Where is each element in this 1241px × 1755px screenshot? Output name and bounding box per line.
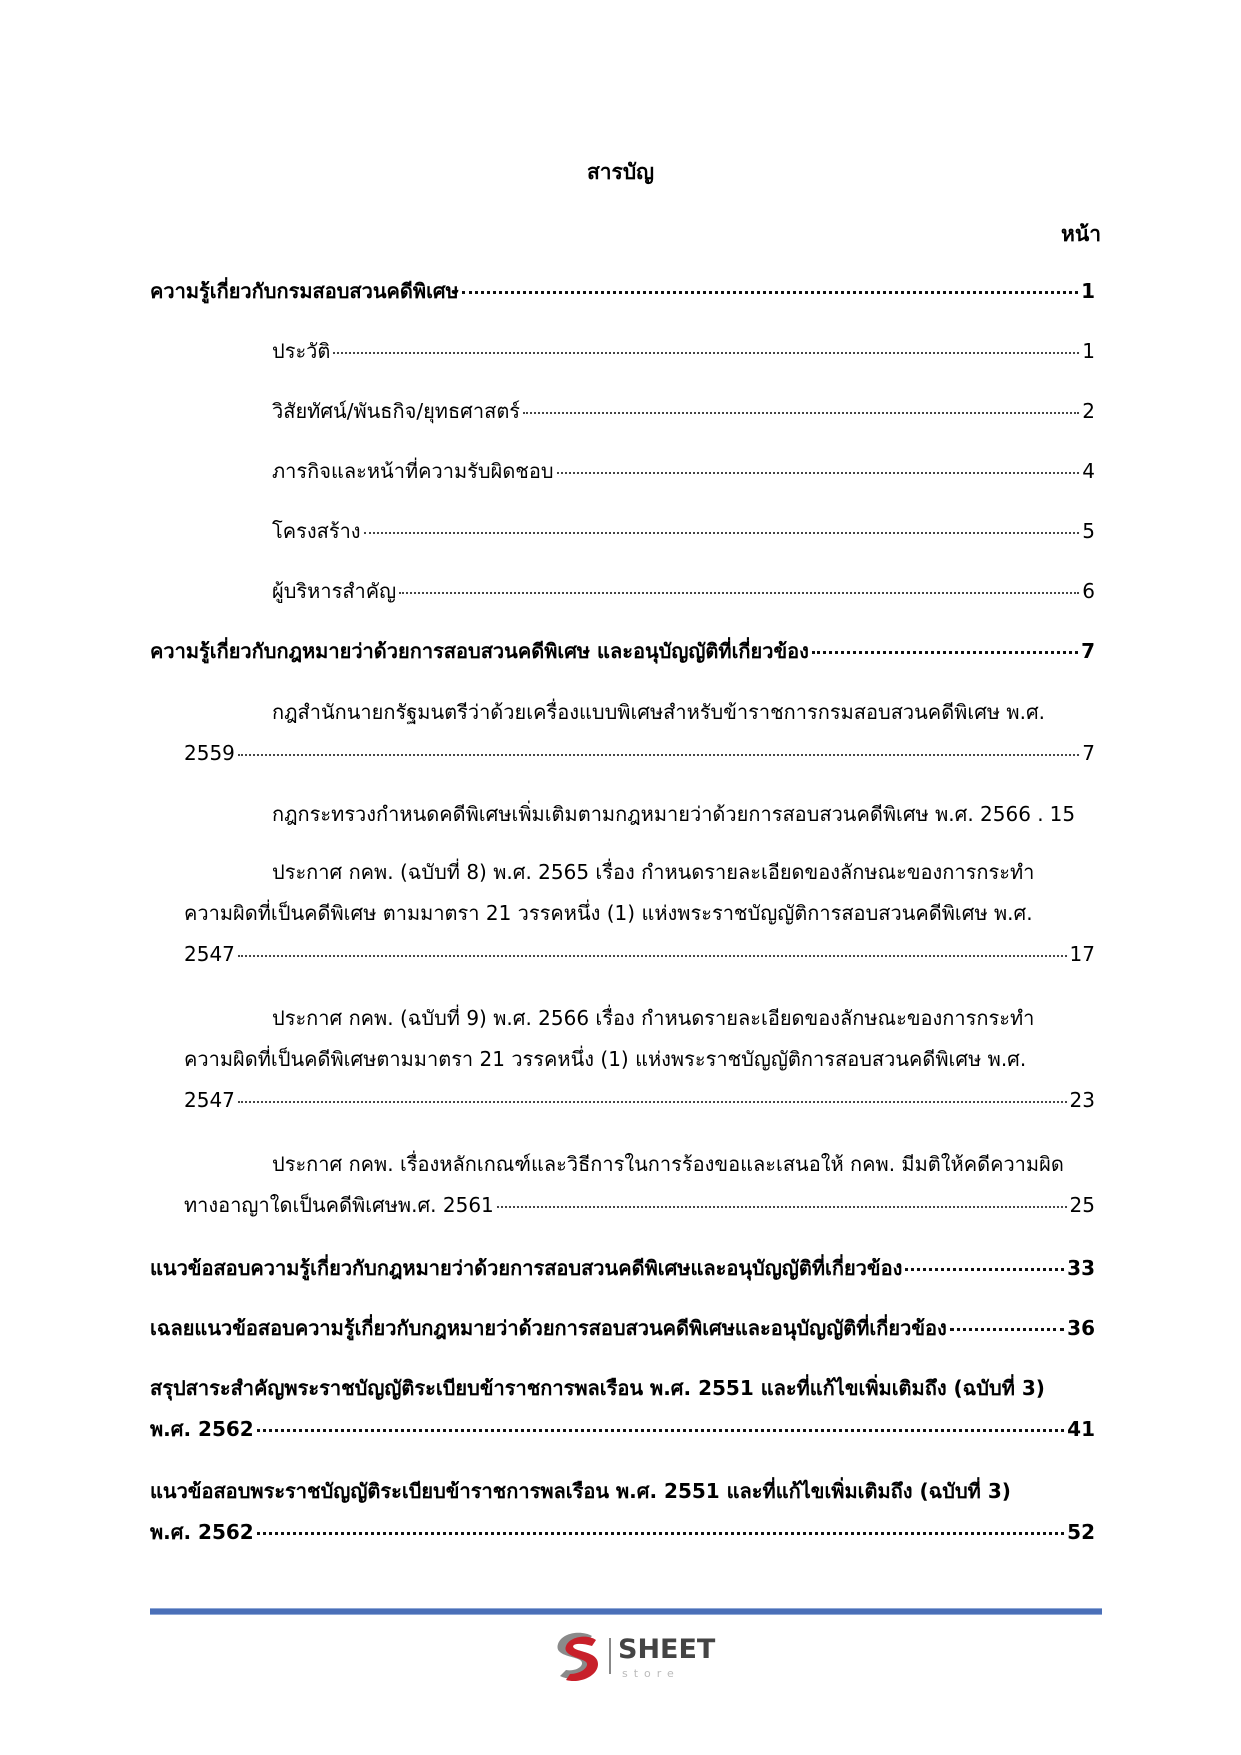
toc-entry-text: พ.ศ. 2562: [150, 1417, 254, 1441]
toc-page-number: 17: [1069, 942, 1095, 966]
toc-section-1: [150, 276, 1095, 306]
footer-rule: [150, 1608, 1102, 1615]
dot-leader: [399, 592, 1079, 594]
toc-section-3: [150, 1253, 1095, 1283]
toc-page-number: 1: [1082, 339, 1095, 363]
toc-subentry: [150, 516, 1095, 546]
toc-section-4: [150, 1313, 1095, 1343]
toc-page-number: 23: [1069, 1088, 1095, 1112]
toc-entry-text: แนวข้อสอบพระราชบัญญัติระเบียบข้าราชการพลเรือน พ.ศ. 2551 และที่แก้ไขเพิ่มเติมถึง (ฉบับที่ 3): [150, 1479, 1011, 1503]
toc-subentry: [150, 576, 1095, 606]
toc-subentry: [150, 697, 1095, 768]
dot-leader: [950, 1328, 1064, 1331]
toc-entry-text: ความรู้เกี่ยวกับกรมสอบสวนคดีพิเศษ: [150, 279, 459, 303]
toc-entry-text: ประวัติ: [272, 339, 331, 363]
toc-page-number: 5: [1082, 519, 1095, 543]
toc-entry-text: โครงสร้าง: [272, 519, 361, 543]
toc-entry-text: วิสัยทัศน์/พันธกิจ/ยุทธศาสตร์: [272, 399, 521, 423]
dot-leader: [238, 955, 1067, 957]
toc-entry-text: กฎสำนักนายกรัฐมนตรีว่าด้วยเครื่องแบบพิเศษสำหรับข้าราชการกรมสอบสวนคดีพิเศษ พ.ศ.: [272, 700, 1046, 724]
toc-page-number: 15: [1049, 802, 1076, 826]
toc-entry-text: ทางอาญาใดเป็นคดีพิเศษพ.ศ. 2561: [184, 1193, 494, 1217]
logo-wordmark: SHEET: [618, 1634, 716, 1665]
toc-entry-text: ผู้บริหารสำคัญ: [272, 579, 397, 603]
toc-entry-text: เฉลยแนวข้อสอบความรู้เกี่ยวกับกฎหมายว่าด้วยการสอบสวนคดีพิเศษและอนุบัญญัติที่เกี่ยวข้อง: [150, 1316, 947, 1340]
toc-page-number: 25: [1069, 1193, 1095, 1217]
toc-page-number: 33: [1067, 1256, 1095, 1280]
logo-subtext: store: [622, 1667, 680, 1680]
toc-section-5: [150, 1373, 1095, 1444]
toc-section-6: [150, 1476, 1095, 1547]
dot-leader: [238, 754, 1079, 756]
sheet-store-logo: [552, 1630, 722, 1682]
dot-leader: [364, 532, 1080, 534]
toc-subentry: [150, 1149, 1095, 1220]
toc-subentry: [150, 1003, 1095, 1115]
toc-subentry: [150, 336, 1095, 366]
footer-rule-bar: [150, 1609, 1102, 1614]
dot-leader: [257, 1429, 1064, 1432]
toc-entry-text: ประกาศ กคพ. เรื่องหลักเกณฑ์และวิธีการในการร้องขอและเสนอให้ กคพ. มีมติให้คดีความผิด: [272, 1152, 1064, 1176]
dot-leader: [333, 352, 1079, 354]
page-column-heading: หน้า: [1061, 222, 1101, 246]
toc-page-number: 52: [1067, 1520, 1095, 1544]
toc-page-number: 7: [1082, 741, 1095, 765]
toc-page-number: 6: [1082, 579, 1095, 603]
sheet-store-logo-icon: [552, 1630, 600, 1682]
toc-entry-text: สรุปสาระสำคัญพระราชบัญญัติระเบียบข้าราชการพลเรือน พ.ศ. 2551 และที่แก้ไขเพิ่มเติมถึง (ฉบับที่ 3): [150, 1376, 1045, 1400]
toc-subentry: [150, 396, 1095, 426]
toc-subentry: [150, 456, 1095, 486]
table-of-contents: [150, 0, 1095, 1600]
dot-leader: [557, 472, 1080, 474]
dot-leader: [462, 291, 1078, 294]
toc-entry-text: 2559: [184, 741, 235, 765]
toc-page-number: 7: [1081, 639, 1095, 663]
toc-entry-text: ความผิดที่เป็นคดีพิเศษ ตามมาตรา 21 วรรคหนึ่ง (1) แห่งพระราชบัญญัติการสอบสวนคดีพิเศษ พ.ศ.: [184, 901, 1033, 925]
toc-subentry: [150, 799, 1095, 829]
toc-entry-text: ประกาศ กคพ. (ฉบับที่ 9) พ.ศ. 2566 เรื่อง กำหนดรายละเอียดของลักษณะของการกระทำ: [272, 1006, 1035, 1030]
dot-leader: [497, 1206, 1067, 1208]
toc-page-number: 36: [1067, 1316, 1095, 1340]
toc-section-2: [150, 636, 1095, 666]
toc-page-number: 2: [1082, 399, 1095, 423]
toc-page-number: 4: [1082, 459, 1095, 483]
toc-entry-text: ประกาศ กคพ. (ฉบับที่ 8) พ.ศ. 2565 เรื่อง กำหนดรายละเอียดของลักษณะของการกระทำ: [272, 860, 1035, 884]
toc-entry-text: แนวข้อสอบความรู้เกี่ยวกับกฎหมายว่าด้วยการสอบสวนคดีพิเศษและอนุบัญญัติที่เกี่ยวข้อง: [150, 1256, 903, 1280]
toc-entry-text: กฎกระทรวงกำหนดคดีพิเศษเพิ่มเติมตามกฎหมายว่าด้วยการสอบสวนคดีพิเศษ พ.ศ. 2566 .: [272, 802, 1044, 826]
toc-title: สารบัญ: [586, 160, 655, 184]
toc-page-number: 41: [1067, 1417, 1095, 1441]
toc-entry-text: 2547: [184, 1088, 235, 1112]
toc-subentry: [150, 857, 1095, 969]
toc-entry-text: ความผิดที่เป็นคดีพิเศษตามมาตรา 21 วรรคหนึ่ง (1) แห่งพระราชบัญญัติการสอบสวนคดีพิเศษ พ.ศ.: [184, 1047, 1027, 1071]
toc-entry-text: พ.ศ. 2562: [150, 1520, 254, 1544]
toc-entry-text: ภารกิจและหน้าที่ความรับผิดชอบ: [272, 459, 554, 483]
logo-separator: [609, 1638, 611, 1674]
dot-leader: [238, 1101, 1067, 1103]
dot-leader: [905, 1268, 1064, 1271]
dot-leader: [523, 412, 1079, 414]
dot-leader: [257, 1532, 1064, 1535]
dot-leader: [812, 651, 1078, 654]
toc-entry-text: 2547: [184, 942, 235, 966]
toc-page-number: 1: [1081, 279, 1095, 303]
toc-entry-text: ความรู้เกี่ยวกับกฎหมายว่าด้วยการสอบสวนคดีพิเศษ และอนุบัญญัติที่เกี่ยวข้อง: [150, 639, 809, 663]
